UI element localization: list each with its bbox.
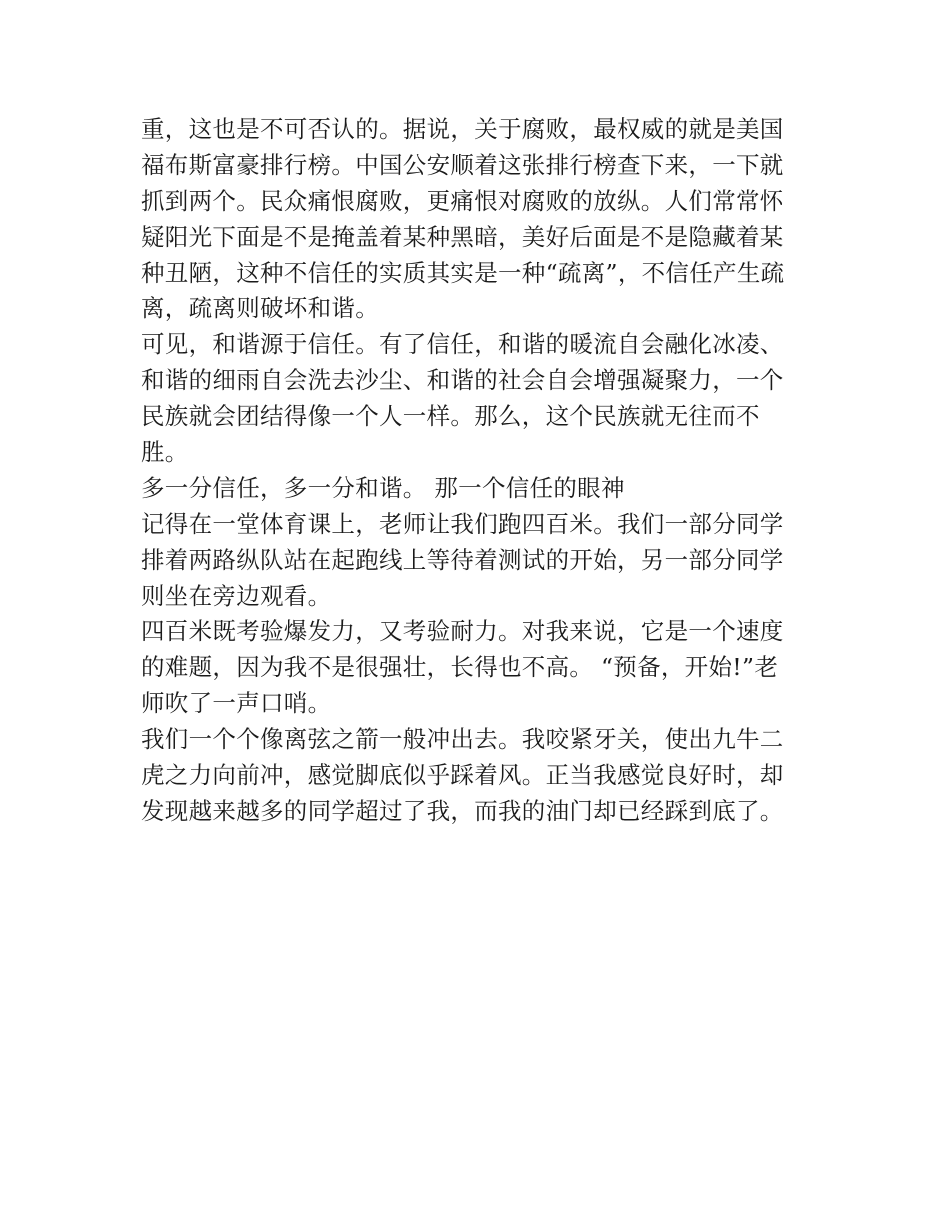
text-line-3: 抓到两个。民众痛恨腐败，更痛恨对腐败的放纵。人们常常怀 bbox=[141, 186, 784, 215]
text-line-18: 我们一个个像离弦之箭一般冲出去。我咬紧牙关，使出九牛二 bbox=[141, 725, 784, 754]
text-line-8: 和谐的细雨自会洗去沙尘、和谐的社会自会增强凝聚力，一个 bbox=[141, 366, 784, 395]
text-line-7: 可见，和谐源于信任。有了信任，和谐的暖流自会融化冰凌、 bbox=[141, 330, 784, 359]
text-line-12: 记得在一堂体育课上，老师让我们跑四百米。我们一部分同学 bbox=[141, 509, 784, 538]
text-line-20: 发现越来越多的同学超过了我，而我的油门却已经踩到底了。 bbox=[141, 796, 784, 825]
text-line-10: 胜。 bbox=[141, 438, 189, 467]
text-line-2: 福布斯富豪排行榜。中国公安顺着这张排行榜查下来，一下就 bbox=[141, 150, 784, 179]
document-body bbox=[141, 112, 821, 830]
text-line-16: 的难题，因为我不是很强壮，长得也不高。 “预备，开始!”老 bbox=[141, 653, 779, 682]
text-line-14: 则坐在旁边观看。 bbox=[141, 581, 332, 610]
text-line-11: 多一分信任，多一分和谐。 那一个信任的眼神 bbox=[141, 473, 625, 502]
text-line-13: 排着两路纵队站在起跑线上等待着测试的开始，另一部分同学 bbox=[141, 545, 784, 574]
text-line-19: 虎之力向前冲，感觉脚底似乎踩着风。正当我感觉良好时，却 bbox=[141, 761, 784, 790]
text-line-17: 师吹了一声口哨。 bbox=[141, 689, 332, 718]
text-line-4: 疑阳光下面是不是掩盖着某种黑暗，美好后面是不是隐藏着某 bbox=[141, 222, 784, 251]
text-line-15: 四百米既考验爆发力，又考验耐力。对我来说，它是一个速度 bbox=[141, 617, 784, 646]
text-line-1: 重，这也是不可否认的。据说，关于腐败，最权威的就是美国 bbox=[141, 115, 784, 143]
text-line-6: 离，疏离则破坏和谐。 bbox=[141, 294, 379, 323]
text-line-5: 种丑陋，这种不信任的实质其实是一种“疏离”，不信任产生疏 bbox=[141, 258, 785, 287]
text-line-9: 民族就会团结得像一个人一样。那么，这个民族就无往而不 bbox=[141, 402, 760, 431]
